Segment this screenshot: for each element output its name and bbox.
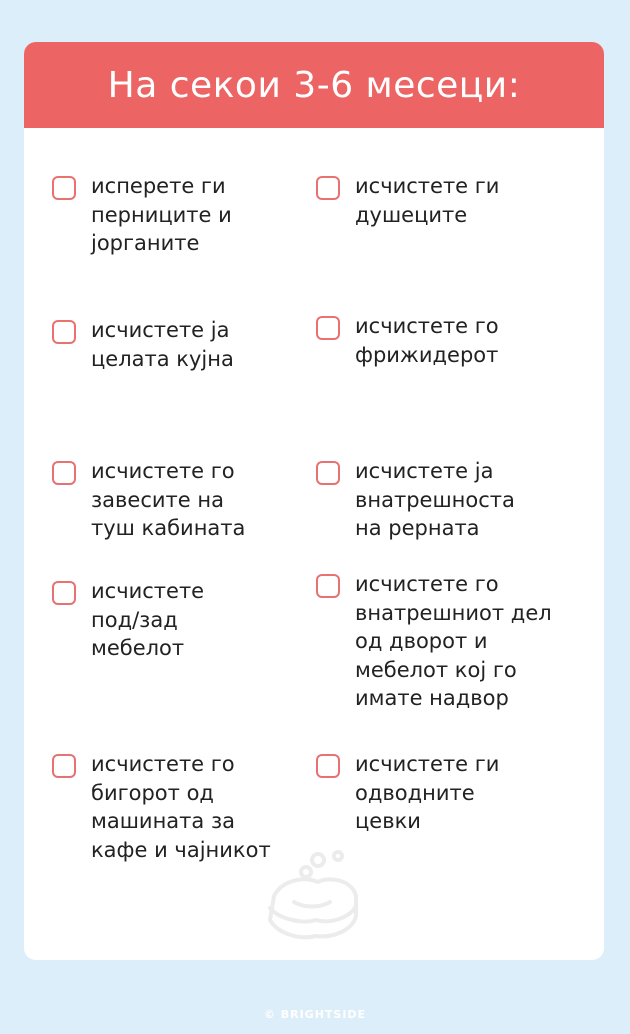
item-label: исчистете го бигорот од машината за кафе и чајникот: [91, 752, 271, 862]
checklist-item-yard-furniture[interactable]: [316, 570, 552, 713]
item-label: исчистете го завесите на туш кабината: [91, 459, 246, 541]
checklist-card: [24, 42, 604, 960]
checklist-item-clean-fridge[interactable]: [316, 312, 499, 369]
checklist-item-drain-pipes[interactable]: [316, 750, 499, 836]
checkbox[interactable]: [316, 461, 340, 485]
checklist-item-clean-mattresses[interactable]: [316, 172, 499, 229]
checklist-item-clean-kitchen[interactable]: [52, 316, 234, 373]
checklist-item-wash-pillows[interactable]: [52, 172, 232, 258]
sponge-icon: [260, 850, 364, 946]
checkbox[interactable]: [52, 176, 76, 200]
item-label: исчистете ја внатрешноста на рерната: [355, 459, 515, 541]
checklist-item-under-furniture[interactable]: [52, 577, 204, 663]
checkbox[interactable]: [316, 316, 340, 340]
item-label: исчистете ги душеците: [355, 174, 500, 227]
item-label: исчистете ја целата кујна: [91, 318, 234, 371]
brand-footer: © BRIGHTSIDE: [263, 1008, 367, 1021]
checklist-item-descale-kettle[interactable]: [52, 750, 271, 864]
checkbox[interactable]: [316, 754, 340, 778]
checkbox[interactable]: [316, 176, 340, 200]
checkbox[interactable]: [52, 754, 76, 778]
checkbox[interactable]: [316, 574, 340, 598]
item-label: исчистете го фрижидерот: [355, 314, 499, 367]
checklist-item-oven-interior[interactable]: [316, 457, 515, 543]
item-label: исчистете ги одводните цевки: [355, 752, 500, 834]
item-label: исчистете под/зад мебелот: [91, 579, 205, 661]
checklist-item-shower-curtains[interactable]: [52, 457, 245, 543]
page-title: На секои 3-6 месеци:: [107, 64, 521, 106]
checkbox[interactable]: [52, 581, 76, 605]
checkbox[interactable]: [52, 461, 76, 485]
item-label: исчистете го внатрешниот дел од дворот и мебелот кој го имате надвор: [355, 572, 552, 711]
checkbox[interactable]: [52, 320, 76, 344]
item-label: исперете ги перниците и јорганите: [91, 174, 232, 256]
header-banner: [24, 42, 604, 128]
